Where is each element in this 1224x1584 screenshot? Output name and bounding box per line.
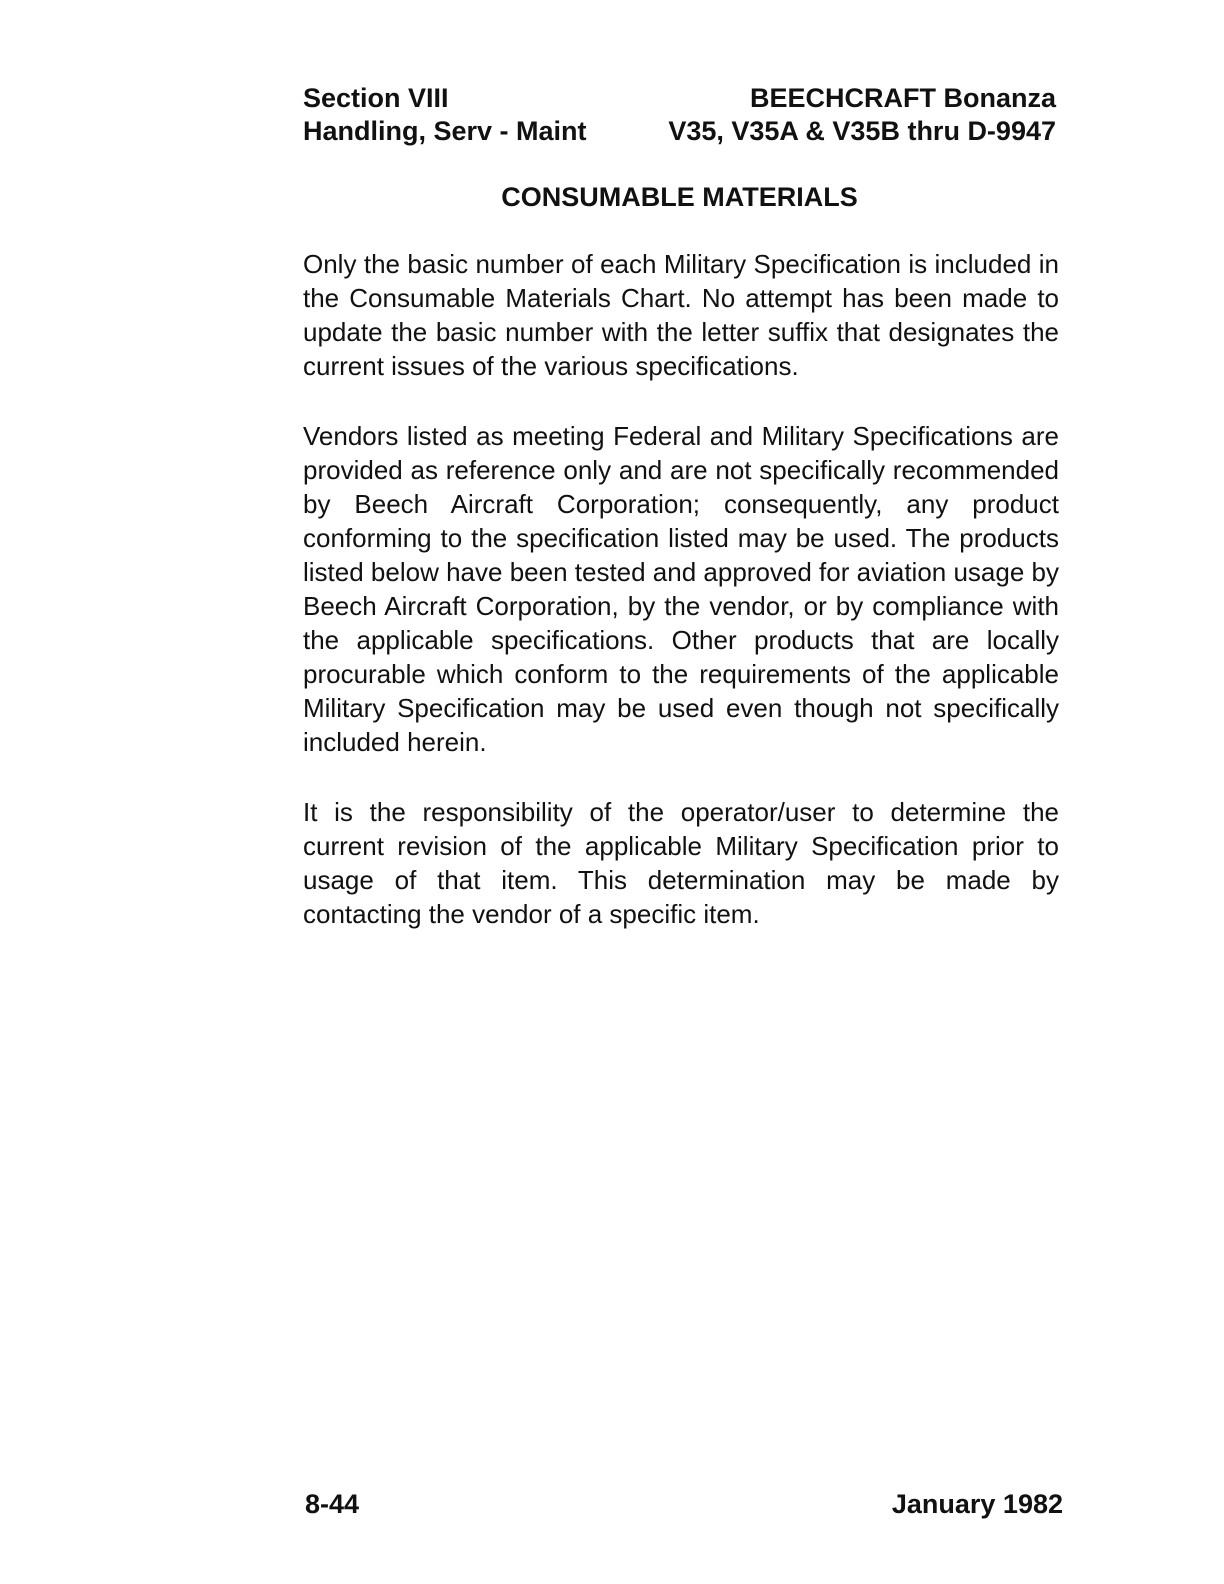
page-footer (305, 1487, 1063, 1521)
page-title: CONSUMABLE MATERIALS (501, 182, 858, 212)
header-row-1 (303, 82, 1056, 115)
paragraph: Vendors listed as meeting Federal and Military Specifications are provided as reference only and are not specifically recommended by Beech Aircraft Corporation; consequently, any product conforming to the specification listed may be used. The products listed below have been tested and approved for aviation usage by Beech Aircraft Corporation, by the vendor, or by compliance with the applicable specifications. Other products that are locally procurable which conform to the requirements of the applicable Military Specification may be used even though not specifically included herein. (303, 421, 1059, 757)
header-row-2 (303, 115, 1056, 148)
section-label: Section VIII (303, 83, 449, 113)
aircraft-name: BEECHCRAFT Bonanza (749, 83, 1056, 113)
subsection-label: Handling, Serv - Maint (303, 116, 587, 146)
paragraph: Only the basic number of each Military Specification is included in the Consumable Materials Chart. No attempt has been made to update the basic number with the letter suffix that designates the current issues of the various specifications. (303, 249, 1059, 381)
revision-date: January 1982 (891, 1489, 1063, 1519)
page-header (303, 82, 1056, 148)
page-number: 8-44 (305, 1489, 360, 1519)
aircraft-models: V35, V35A & V35B thru D-9947 (668, 116, 1056, 146)
paragraph: It is the responsibility of the operator/user to determine the current revision of the applicable Military Specification prior to usage of that item. This determination may be made by contacting the vendor of a specific item. (303, 797, 1059, 929)
body-text (303, 247, 1059, 967)
